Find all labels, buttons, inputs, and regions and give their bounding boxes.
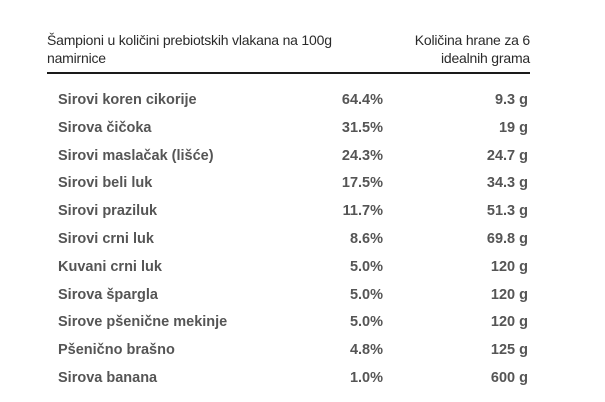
food-amount: 120 g	[490, 258, 528, 275]
fiber-percent: 5.0%	[349, 286, 383, 303]
table-row	[58, 257, 530, 285]
table-row	[58, 312, 530, 340]
table-row	[58, 368, 530, 396]
food-amount: 125 g	[490, 342, 528, 359]
table-row	[58, 146, 530, 174]
food-name: Sirove pšenične mekinje	[58, 314, 228, 331]
food-amount: 24.7 g	[486, 147, 528, 164]
fiber-percent: 64.4%	[341, 92, 383, 108]
table-row	[58, 118, 530, 146]
fiber-percent: 8.6%	[349, 230, 383, 247]
food-name: Kuvani crni luk	[58, 258, 162, 275]
fiber-percent: 4.8%	[349, 342, 383, 359]
food-amount: 120 g	[490, 286, 528, 303]
table-row	[58, 173, 530, 201]
food-name: Pšenično brašno	[58, 342, 175, 359]
header-food-column: Šampioni u količini prebiotskih vlakana na 100g namirnice	[47, 32, 332, 66]
food-amount: 69.8 g	[486, 230, 528, 247]
table-body	[58, 90, 530, 396]
food-amount: 19 g	[498, 119, 528, 136]
food-amount: 600 g	[490, 369, 528, 386]
food-amount: 51.3 g	[486, 203, 528, 220]
fiber-percent: 1.0%	[349, 369, 383, 386]
fiber-percent: 11.7%	[342, 203, 383, 220]
table-row	[58, 201, 530, 229]
food-name: Sirovi praziluk	[58, 203, 158, 220]
table-row	[58, 90, 530, 118]
header-amount-column: Količina hrane za 6 idealnih grama	[414, 32, 530, 66]
table-row	[58, 340, 530, 368]
food-amount: 34.3 g	[486, 175, 528, 192]
header-divider	[47, 72, 530, 74]
table-row	[58, 285, 530, 313]
food-name: Sirova banana	[58, 369, 158, 386]
fiber-percent: 17.5%	[341, 175, 383, 192]
fiber-percent: 5.0%	[349, 258, 383, 275]
table-row	[58, 229, 530, 257]
food-name: Sirova špargla	[58, 286, 158, 303]
food-name: Sirova čičoka	[58, 119, 152, 136]
food-name: Sirovi crni luk	[58, 230, 154, 247]
food-name: Sirovi koren cikorije	[58, 92, 197, 108]
food-name: Sirovi beli luk	[58, 175, 153, 192]
food-amount: 120 g	[490, 314, 528, 331]
fiber-percent: 31.5%	[341, 119, 383, 136]
food-name: Sirovi maslačak (lišće)	[58, 147, 214, 164]
fiber-percent: 5.0%	[349, 314, 383, 331]
food-amount: 9.3 g	[494, 92, 528, 108]
fiber-percent: 24.3%	[341, 147, 383, 164]
table-header	[47, 31, 530, 69]
